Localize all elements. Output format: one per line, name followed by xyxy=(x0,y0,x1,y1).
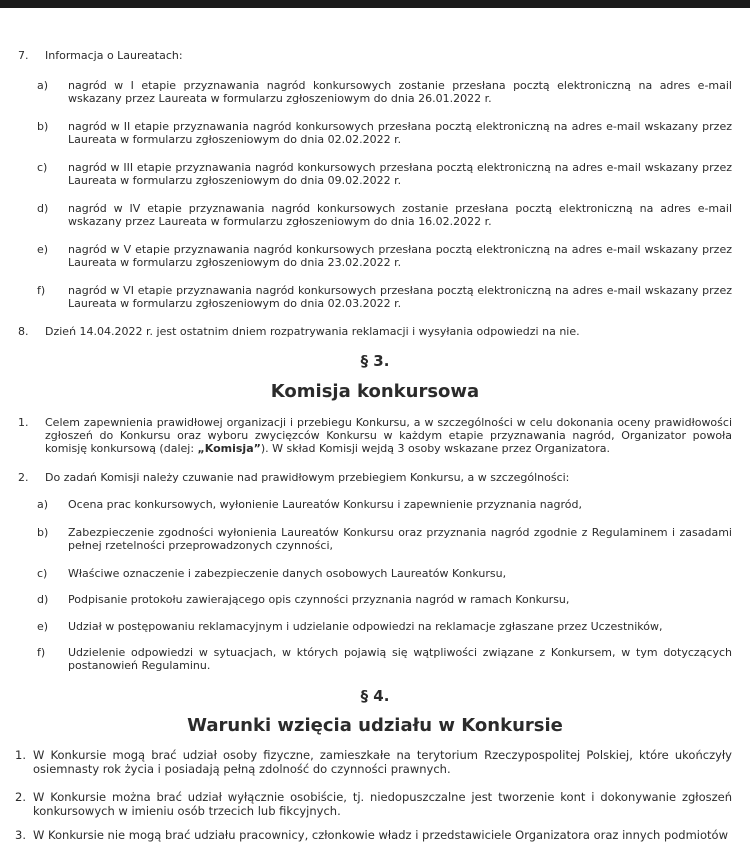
item-text: Udział w postępowaniu reklamacyjnym i udzielanie odpowiedzi na reklamacje zgłaszane przez Uczestników, xyxy=(68,620,663,633)
section-4-paragraph-label: § 4. xyxy=(360,687,390,705)
item-text: nagród w II etapie przyznawania nagród konkursowych przesłana pocztą elektroniczną na adres e-mail wskazany przez Laureata w formularzu zgłoszeniowym do dnia 02.02.2022 r. xyxy=(68,120,732,146)
section-4-item-1 xyxy=(15,748,732,776)
item-text: Właściwe oznaczenie i zabezpieczenie danych osobowych Laureatów Konkursu, xyxy=(68,567,507,580)
item-number: 3. xyxy=(15,828,26,842)
item-text: W Konkursie mogą brać udział osoby fizyczne, zamieszkałe na terytorium Rzeczypospolitej Polskiej, które ukończyły osiemnasty rok życia i posiadają pełną zdolność do czynności prawnych. xyxy=(33,748,732,776)
item-text: Dzień 14.04.2022 r. jest ostatnim dniem rozpatrywania reklamacji i wysyłania odpowiedzi na nie. xyxy=(45,325,580,338)
item-text: Zabezpieczenie zgodności wyłonienia Laureatów Konkursu oraz przyznania nagród zgodnie z Regulaminem i zasadami pełnej rzetelności przeprowadzonych czynności, xyxy=(68,526,732,552)
list-item-7d xyxy=(37,202,732,228)
section-3-item-1 xyxy=(18,416,732,455)
item-text: Do zadań Komisji należy czuwanie nad prawidłowym przebiegiem Konkursu, a w szczególności: xyxy=(45,471,570,484)
section-3-item-2b xyxy=(37,526,732,552)
section-4-title: Warunki wzięcia udziału w Konkursie xyxy=(187,715,563,736)
item-number: 2. xyxy=(15,790,26,804)
item-text: nagród w VI etapie przyznawania nagród konkursowych przesłana pocztą elektroniczną na adres e-mail wskazany przez Laureata w formularzu zgłoszeniowym do dnia 02.03.2022 r. xyxy=(68,284,732,310)
item-text: Informacja o Laureatach: xyxy=(45,49,183,62)
section-4 xyxy=(15,687,732,842)
section-3-item-2f xyxy=(37,646,732,672)
item-text: nagród w V etapie przyznawania nagród konkursowych przesłana pocztą elektroniczną na adres e-mail wskazany przez Laureata w formularzu zgłoszeniowym do dnia 23.02.2022 r. xyxy=(68,243,732,269)
item-number: 1. xyxy=(15,748,26,762)
item-number: 8. xyxy=(18,325,29,338)
section-3-item-2c xyxy=(37,567,732,580)
list-item-7b xyxy=(37,120,732,146)
section-3-item-2a xyxy=(37,498,732,511)
top-bar xyxy=(0,0,750,8)
item-letter: c) xyxy=(37,567,48,580)
section-3-title: Komisja konkursowa xyxy=(270,381,480,402)
list-item-7c xyxy=(37,161,732,187)
section-3-item-2d xyxy=(37,593,732,606)
item-text: W Konkursie można brać udział wyłącznie osobiście, tj. niedopuszczalne jest tworzenie kont i dokonywanie zgłoszeń konkursowych w imieniu osób trzecich lub fikcyjnych. xyxy=(33,790,732,818)
item-letter: d) xyxy=(37,202,49,215)
item-letter: a) xyxy=(37,79,49,92)
document-page xyxy=(0,49,750,842)
item-text: Podpisanie protokołu zawierającego opis czynności przyznania nagród w ramach Konkursu, xyxy=(68,593,570,606)
text-segment: Celem zapewnienia prawidłowej organizacji i przebiegu Konkursu, a w szczególności w celu dokonania oceny prawidłowości zgłoszeń do Konkursu oraz wyboru zwycięzców Konkursu w każdym etapie przyznawania nagród, Organizator powoła komisję konkursową (dalej: xyxy=(45,416,732,455)
list-item-7 xyxy=(18,49,732,62)
item-letter: e) xyxy=(37,243,49,256)
item-letter: c) xyxy=(37,161,48,174)
item-letter: f) xyxy=(37,284,46,297)
item-text: nagród w I etapie przyznawania nagród konkursowych zostanie przesłana pocztą elektroniczną na adres e-mail wskazany przez Laureata w formularzu zgłoszeniowym do dnia 26.01.2022 r. xyxy=(68,79,732,105)
section-3-item-2e xyxy=(37,620,732,633)
item-letter: b) xyxy=(37,120,49,133)
item-text: Ocena prac konkursowych, wyłonienie Laureatów Konkursu i zapewnienie przyznania nagród, xyxy=(68,498,582,511)
item-letter: e) xyxy=(37,620,49,633)
section-3-item-2 xyxy=(18,471,732,484)
text-segment: ). W skład Komisji wejdą 3 osoby wskazane przez Organizatora. xyxy=(260,442,610,455)
item-letter: b) xyxy=(37,526,49,539)
section-4-item-3 xyxy=(15,828,732,842)
list-item-7e xyxy=(37,243,732,269)
item-text: Udzielenie odpowiedzi w sytuacjach, w których pojawią się wątpliwości związane z Konkursem, w tym dotyczących postanowień Regulaminu. xyxy=(68,646,732,672)
list-item-7f xyxy=(37,284,732,310)
item-number: 2. xyxy=(18,471,29,484)
list-item-7a xyxy=(37,79,732,105)
item-number: 1. xyxy=(18,416,29,429)
item-text: W Konkursie nie mogą brać udziału pracownicy, członkowie władz i przedstawiciele Organizatora oraz innych podmiotów xyxy=(33,828,728,842)
item-letter: d) xyxy=(37,593,49,606)
section-4-item-2 xyxy=(15,790,732,818)
list-item-8 xyxy=(18,325,732,338)
item-number: 7. xyxy=(18,49,29,62)
section-3-paragraph-label: § 3. xyxy=(360,352,390,370)
item-text: nagród w III etapie przyznawania nagród konkursowych przesłana pocztą elektroniczną na adres e-mail wskazany przez Laureata w formularzu zgłoszeniowym do dnia 09.02.2022 r. xyxy=(68,161,732,187)
item-letter: f) xyxy=(37,646,46,659)
item-text: nagród w IV etapie przyznawania nagród konkursowych zostanie przesłana pocztą elektroniczną na adres e-mail wskazany przez Laureata w formularzu zgłoszeniowym do dnia 16.02.2022 r. xyxy=(68,202,732,228)
bold-text-segment: „Komisja” xyxy=(197,442,261,455)
item-text xyxy=(45,416,732,455)
item-letter: a) xyxy=(37,498,49,511)
